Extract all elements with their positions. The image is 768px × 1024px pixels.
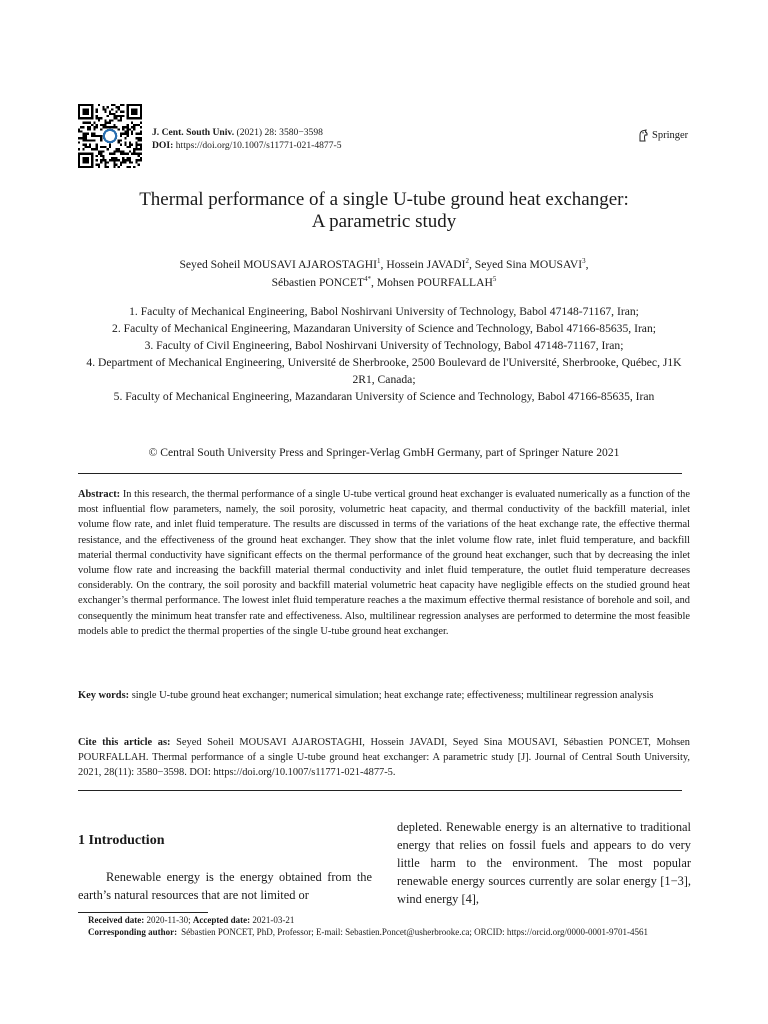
divider	[78, 473, 682, 474]
author-separator: ,	[380, 258, 387, 271]
divider	[78, 790, 682, 791]
affiliation-item: 4. Department of Mechanical Engineering, Université de Sherbrooke, 2500 Boulevard de l'Université, Sherbrooke, Québec, J1K 2R1, Canada;	[86, 356, 682, 386]
doi-label: DOI:	[152, 140, 174, 151]
affiliation-item: 1. Faculty of Mechanical Engineering, Babol Noshirvani University of Technology, Babol 47148-71167, Iran;	[129, 305, 639, 318]
abstract-text: In this research, the thermal performance of a single U-tube vertical ground heat exchanger is evaluated numerically as a function of the most influential flow parameters, namely, the soil porosity, volumetric heat capacity, and thermal conductivity of the backfill material, inlet volume flow rate, and inlet fluid temperature. The results are discussed in terms of the variations of the heat exchange rate, the effective thermal resistance, and the effectiveness of the ground heat exchanger. They show that the inlet volume flow rate, inlet fluid temperature, and backfill material thermal conductivity have significant effects on the thermal performance of the ground heat exchanger, such that by decreasing the inlet volume flow rate and increasing the backfill material thermal conductivity and inlet fluid temperature, the outlet fluid temperature decreases considerably. On the contrary, the soil porosity and backfill material volumetric heat capacity have negligible effects on the studied ground heat exchanger’s thermal performance. The lowest inlet fluid temperature reaches a the maximum effective thermal resistance of borehole and soil, and consequently the minimum heat transfer rate and effectiveness. Also, multilinear regression analyses are performed to determine the most feasible models able to predict the thermal properties of the single U-tube ground heat exchanger.	[78, 489, 690, 637]
abstract	[78, 487, 690, 639]
author-name: Seyed Sina MOUSAVI	[474, 258, 583, 271]
affiliations	[78, 303, 690, 405]
doi-link[interactable]: https://doi.org/10.1007/s11771-021-4877-5	[175, 140, 342, 151]
springer-horse-icon	[637, 129, 649, 142]
author-affiliation-mark: 3	[582, 257, 586, 266]
received-label: Received date:	[88, 915, 145, 925]
title-line: A parametric study	[311, 211, 457, 232]
journal-name: J. Cent. South Univ.	[152, 127, 235, 138]
citation-label: Cite this article as:	[78, 737, 171, 748]
copyright-notice: © Central South University Press and Springer-Verlag GmbH Germany, part of Springer Nature 2021	[148, 446, 620, 459]
footnote-rule	[78, 912, 208, 913]
body-paragraph: depleted. Renewable energy is an alternative to traditional energy that relies on fossil fuels and appears to do very little harm to the environment. The most popular renewable energy sources currently are solar energy [1−3], wind energy [4],	[397, 820, 691, 906]
citation-text: Seyed Soheil MOUSAVI AJAROSTAGHI, Hossein JAVADI, Seyed Sina MOUSAVI, Sébastien PONCET, Mohsen POURFALLAH. Thermal performance of a single U-tube ground heat exchanger: A parametric study [J]. Journal of Central South University, 2021, 28(11): 3580−3598. DOI: https://doi.org/10.1007/s11771-021-4877-5.	[78, 737, 690, 779]
author-affiliation-mark: 5	[492, 275, 497, 284]
publisher-name: Springer	[652, 130, 689, 141]
journal-header	[152, 126, 342, 152]
footnotes	[88, 914, 690, 938]
author-separator: ,	[371, 276, 377, 289]
author-name: Sébastien PONCET	[271, 276, 365, 289]
corresponding-label: Corresponding author:	[88, 927, 178, 937]
affiliation-item: 5. Faculty of Mechanical Engineering, Mazandaran University of Science and Technology, Babol 47166-85635, Iran	[113, 390, 655, 403]
affiliation-item: 3. Faculty of Civil Engineering, Babol Noshirvani University of Technology, Babol 47148-71167, Iran;	[144, 339, 624, 352]
keywords	[78, 688, 690, 703]
author-separator: ,	[468, 258, 475, 271]
paper-title	[78, 189, 690, 233]
accepted-date: 2021-03-21	[252, 915, 295, 925]
qr-code	[78, 104, 142, 168]
abstract-label: Abstract:	[78, 489, 121, 500]
author-name: Hossein JAVADI	[386, 258, 466, 271]
affiliation-item: 2. Faculty of Mechanical Engineering, Mazandaran University of Science and Technology, Babol 47166-85635, Iran;	[112, 322, 656, 335]
journal-info: (2021) 28: 3580−3598	[236, 127, 323, 138]
keywords-text: single U-tube ground heat exchanger; numerical simulation; heat exchange rate; effectiveness; multilinear regression analysis	[131, 690, 654, 701]
publisher-logo	[637, 129, 688, 142]
author-affiliation-mark: 1	[377, 257, 381, 266]
author-affiliation-mark: 4*	[364, 275, 372, 284]
corresponding-author: Sébastien PONCET, PhD, Professor; E-mail: Sebastien.Poncet@usherbrooke.ca; ORCID: https://orcid.org/0000-0001-9701-4561	[181, 927, 649, 937]
body-paragraph: Renewable energy is the energy obtained from the earth’s natural resources that are not limited or	[78, 870, 372, 902]
section-heading: 1 Introduction	[78, 833, 165, 848]
accepted-label: Accepted date:	[192, 915, 251, 925]
author-name: Seyed Soheil MOUSAVI AJAROSTAGHI	[179, 258, 378, 271]
author-name: Mohsen POURFALLAH	[376, 276, 493, 289]
author-affiliation-mark: 2	[465, 257, 469, 266]
title-line: Thermal performance of a single U-tube ground heat exchanger:	[139, 189, 629, 210]
author-list: Seyed Soheil MOUSAVI AJAROSTAGHI$^1$, Hossein JAVADI$^2$, Seyed Sina MOUSAVI$^3$, Sébastien $PONCET^{4*}$, Mohsen POURFALLAH$^5$	[179, 257, 589, 289]
citation	[78, 735, 690, 781]
keywords-label: Key words:	[78, 690, 130, 701]
received-date: 2020-11-30;	[146, 915, 191, 925]
